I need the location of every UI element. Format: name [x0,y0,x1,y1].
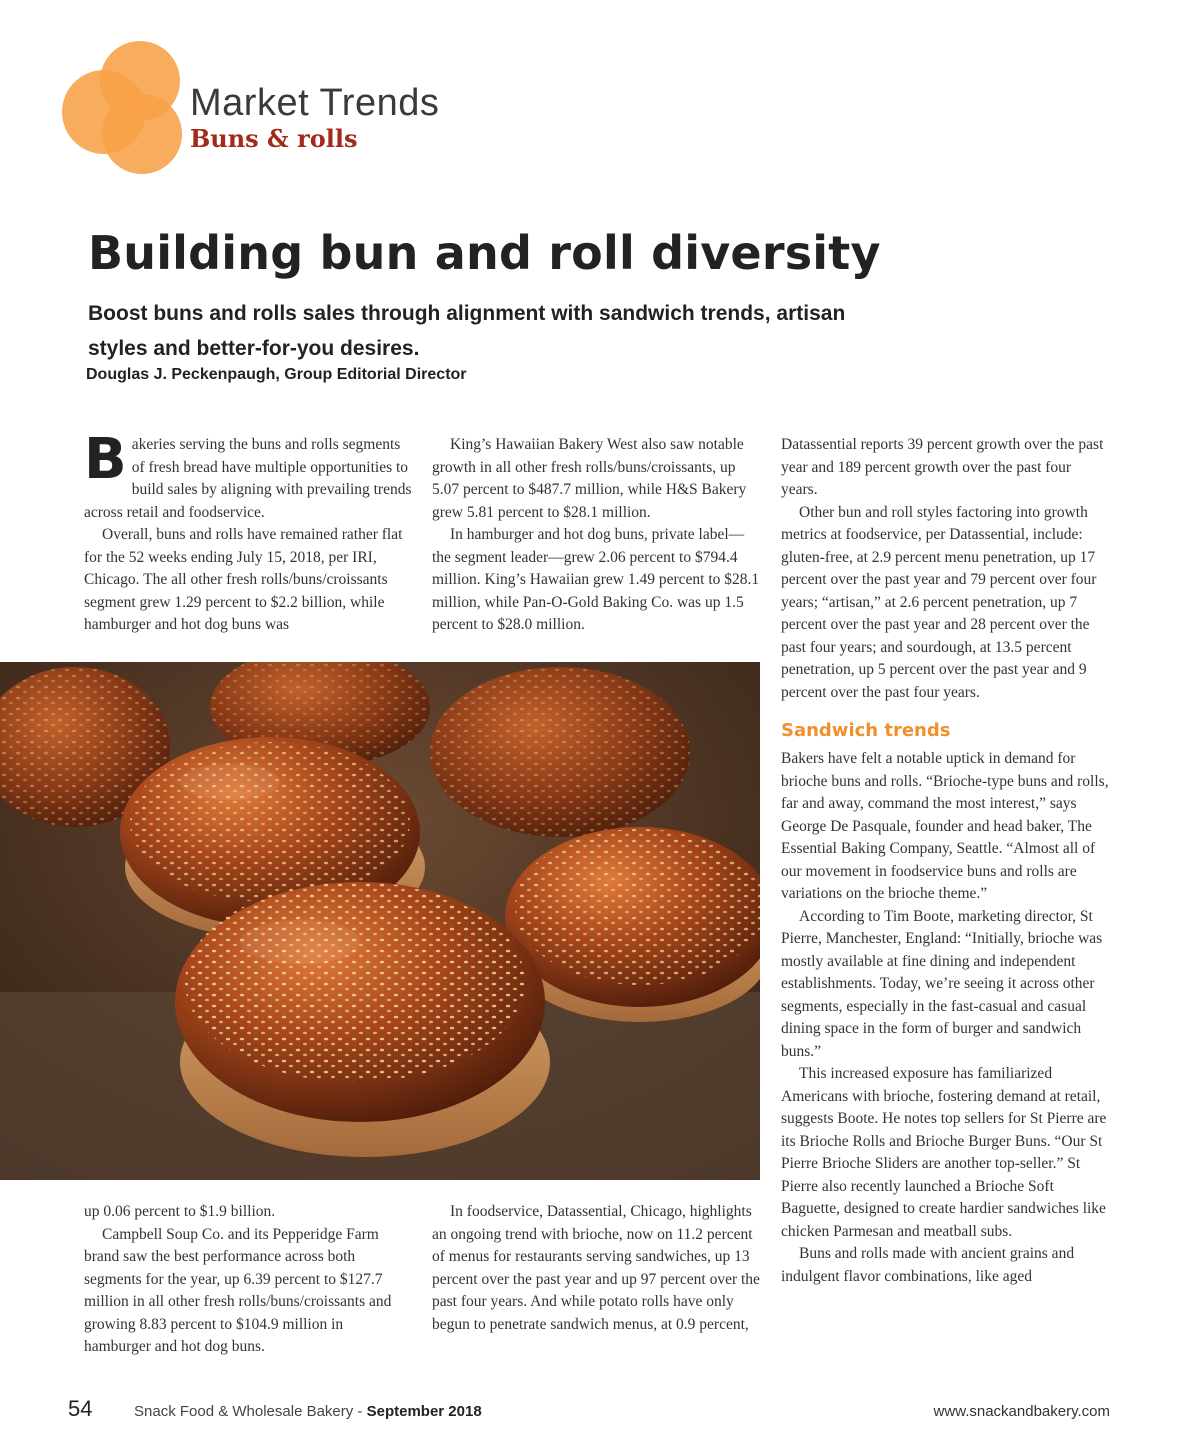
paragraph: In hamburger and hot dog buns, private label—the segment leader—grew 2.06 percent to $794.4 million. King’s Hawaiian grew 1.49 percent to $28.1 million, while Pan-O-Gold Baking Co. was up 1.5 percent to $28.0 million. [432,526,760,633]
section-title: Market Trends [190,82,440,124]
column-3 [781,434,1111,1288]
article-byline: Douglas J. Peckenpaugh, Group Editorial Director [86,366,467,383]
column-1-top [84,427,412,637]
publication-title: Snack Food & Wholesale Bakery - [134,1403,367,1420]
paragraph: According to Tim Boote, marketing director, St Pierre, Manchester, England: “Initially, brioche was mostly available at fine dining and independent establishments. Today, we’re seeing it across other segments, especially in the fast-casual and casual dining space in the form of burger and sandwich buns.” [781,907,1103,1060]
paragraph: up 0.06 percent to $1.9 billion. [84,1203,276,1220]
paragraph: Datassential reports 39 percent growth over the past year and 189 percent growth over the past four years. [781,436,1104,498]
subhead-sandwich-trends: Sandwich trends [781,720,951,741]
page-number: 54 [68,1396,93,1421]
paragraph: In foodservice, Datassential, Chicago, highlights an ongoing trend with brioche, now on 11.2 percent of menus for restaurants serving sandwiches, up 13 percent over the past year and up 97 percent over the past four years. And while potato rolls have only begun to penetrate sandwich menus, at 0.9 percent, [432,1203,760,1333]
paragraph: This increased exposure has familiarized Americans with brioche, fostering demand at retail, suggests Boote. He notes top sellers for St Pierre are its Brioche Rolls and Brioche Burger Buns. “Our St Pierre Brioche Sliders are another top-seller.” St Pierre also recently launched a Brioche Soft Baguette, designed to create hardier sandwiches like chicken Parmesan and meatball subs. [781,1065,1107,1240]
market-trends-logo [60,38,185,178]
paragraph: Bakers have felt a notable uptick in demand for brioche buns and rolls. “Brioche-type buns and rolls, far and away, command the most interest,” says George De Pasquale, founder and head baker, The Essential Baking Company, Seattle. “Almost all of our movement in foodservice buns and rolls are variations on the brioche theme.” [781,750,1109,902]
issue-date: September 2018 [366,1403,482,1420]
section-subtitle: Buns & rolls [190,124,358,153]
paragraph: Campbell Soup Co. and its Pepperidge Farm brand saw the best performance across both segments for the year, up 6.39 percent to $127.7 million in all other fresh rolls/buns/croissants and growing 8.83 percent to $104.9 million in hamburger and hot dog buns. [84,1225,392,1355]
article-deck: Boost buns and rolls sales through alignment with sandwich trends, artisan styles and better-for-you desires. [88,302,846,360]
paragraph: Buns and rolls made with ancient grains and indulgent flavor combinations, like aged [781,1245,1075,1285]
drop-cap: B [84,427,127,492]
paragraph-text: akeries serving the buns and rolls segments of fresh bread have multiple opportunities to build sales by aligning with prevailing trends across retail and foodservice. [84,436,412,521]
paragraph: King’s Hawaiian Bakery West also saw notable growth in all other fresh rolls/buns/croissants, up 5.07 percent to $487.7 million, while H&S Bakery grew 5.81 percent to $28.1 million. [432,436,747,521]
paragraph [84,427,412,524]
brioche-buns-photo [0,662,760,1180]
paragraph: Overall, buns and rolls have remained rather flat for the 52 weeks ending July 15, 2018, per IRI, Chicago. The all other fresh rolls/buns/croissants segment grew 1.29 percent to $2.2 billion, while hamburger and hot dog buns was [84,526,403,633]
publication-name [134,1403,482,1420]
website-url[interactable]: www.snackandbakery.com [933,1403,1110,1420]
paragraph: Other bun and roll styles factoring into growth metrics at foodservice, per Datassential, include: gluten-free, at 2.9 percent menu penetration, up 17 percent over the past year and 79 percent over four years; “artisan,” at 2.6 percent penetration, up 7 percent over the past year and 28 percent over the past four years; and sourdough, at 13.5 percent penetration, up 5 percent over the past year and 9 percent over the past four years. [781,503,1097,701]
article-headline: Building bun and roll diversity [88,226,881,280]
column-2-bottom [432,1201,762,1336]
column-2-top [432,434,762,637]
column-1-bottom [84,1201,412,1359]
